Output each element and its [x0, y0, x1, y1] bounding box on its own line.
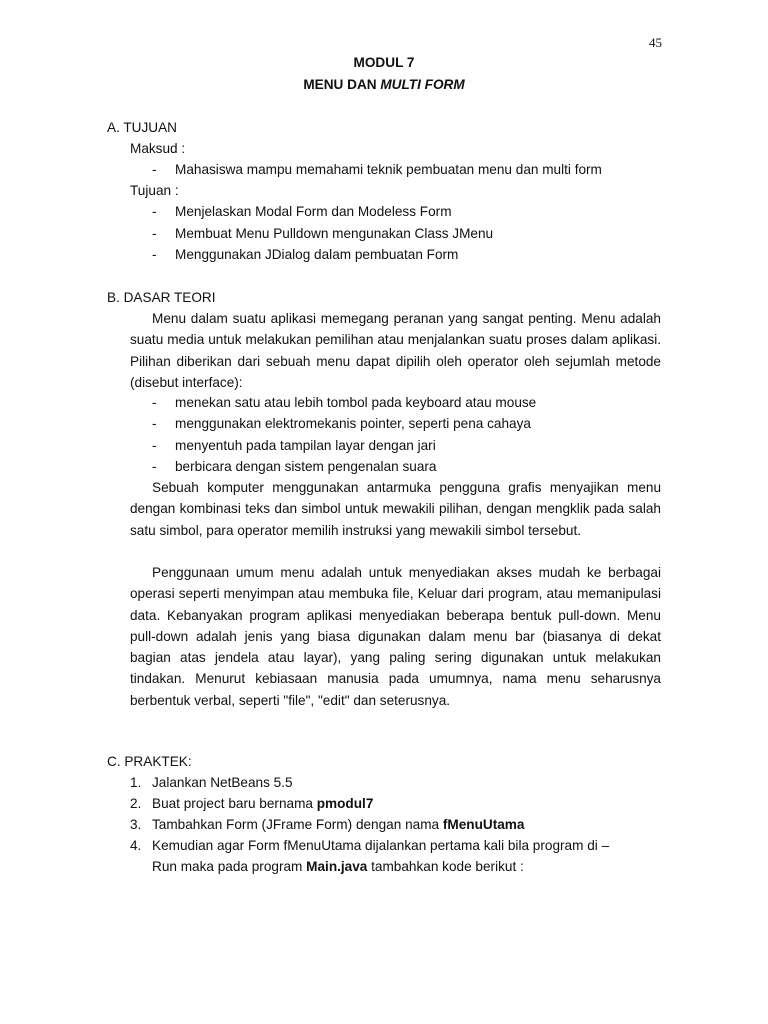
step-number: 3. — [130, 817, 142, 832]
maksud-item: Mahasiswa mampu memahami teknik pembuatan menu dan multi form — [175, 162, 602, 177]
method-item: menggunakan elektromekanis pointer, seperti pena cahaya — [175, 416, 531, 431]
theory-paragraph-1 — [130, 308, 661, 393]
bullet-dash: - — [152, 459, 157, 474]
section-b-heading: B. DASAR TEORI — [107, 290, 216, 305]
section-c-heading: C. PRAKTEK: — [107, 754, 192, 769]
module-subtitle: MENU DAN MULTI FORM — [303, 77, 465, 92]
method-item: menekan satu atau lebih tombol pada keyboard atau mouse — [175, 395, 537, 410]
tujuan-item: Menjelaskan Modal Form dan Modeless Form — [175, 204, 452, 219]
section-a-heading: A. TUJUAN — [107, 120, 177, 135]
method-item: berbicara dengan sistem pengenalan suara — [175, 459, 437, 474]
paragraph-text: Menu dalam suatu aplikasi memegang peranan yang sangat penting. Menu adalah suatu media untuk melakukan pemilihan atau menjalankan suatu proses dalam aplikasi. Pilihan diberikan dari sebuah menu dapat dipilih oleh operator oleh sejumlah metode (disebut interface): — [130, 311, 661, 390]
page-number: 45 — [649, 35, 662, 50]
step-text-continued: Run maka pada program Main.java tambahkan kode berikut : — [152, 859, 524, 874]
tujuan-item: Membuat Menu Pulldown mengunakan Class JMenu — [175, 226, 494, 241]
bullet-dash: - — [152, 395, 157, 410]
bullet-dash: - — [152, 438, 157, 453]
bullet-dash: - — [152, 204, 157, 219]
method-item: menyentuh pada tampilan layar dengan jari — [175, 438, 436, 453]
theory-paragraph-2 — [130, 477, 661, 541]
tujuan-item: Menggunakan JDialog dalam pembuatan Form — [175, 247, 459, 262]
step-text: Buat project baru bernama pmodul7 — [152, 796, 374, 811]
step-text: Tambahkan Form (JFrame Form) dengan nama fMenuUtama — [152, 817, 525, 832]
bullet-dash: - — [152, 416, 157, 431]
theory-paragraph-3 — [130, 562, 661, 711]
step-text: Kemudian agar Form fMenuUtama dijalankan pertama kali bila program di – — [152, 838, 610, 853]
step-number: 1. — [130, 775, 142, 790]
bullet-dash: - — [152, 247, 157, 262]
module-title: MODUL 7 — [353, 55, 415, 70]
bullet-dash: - — [152, 226, 157, 241]
bullet-dash: - — [152, 162, 157, 177]
tujuan-label: Tujuan : — [130, 183, 179, 198]
step-text: Jalankan NetBeans 5.5 — [152, 775, 293, 790]
step-number: 2. — [130, 796, 142, 811]
paragraph-text: Penggunaan umum menu adalah untuk menyediakan akses mudah ke berbagai operasi seperti menyimpan atau membuka file, Keluar dari program, atau memanipulasi data. Kebanyakan program aplikasi menyediakan beberapa bentuk pull-down. Menu pull-down adalah jenis yang biasa digunakan dalam menu bar (biasanya di dekat bagian atas jendela atau layar), yang paling sering digunakan untuk melakukan tindakan. Menurut kebiasaan manusia pada umumnya, nama menu seharusnya berbentuk verbal, seperti "file", "edit" dan seterusnya. — [130, 565, 661, 708]
step-number: 4. — [130, 838, 142, 853]
maksud-label: Maksud : — [130, 141, 186, 156]
paragraph-text: Sebuah komputer menggunakan antarmuka pengguna grafis menyajikan menu dengan kombinasi teks dan simbol untuk mewakili pilihan, dengan mengklik pada salah satu simbol, para operator memilih instruksi yang mewakili simbol tersebut. — [130, 480, 661, 538]
